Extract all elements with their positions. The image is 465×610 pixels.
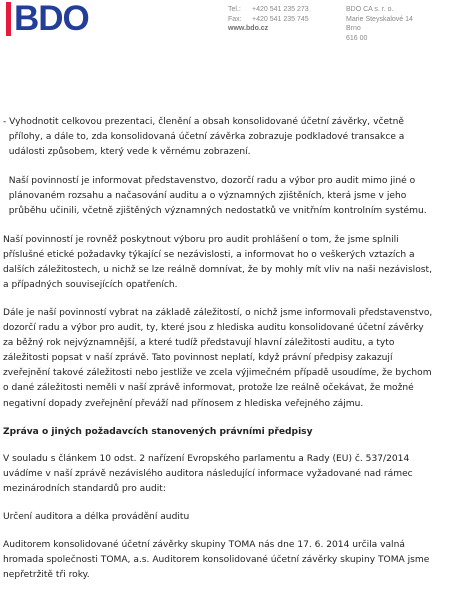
text-line: Naší povinností je informovat představenstvo, dozorčí radu a výbor pro audit mimo jiné o bbox=[3, 176, 416, 187]
text-line: Zpráva o jiných požadavcích stanovených právními předpisy bbox=[3, 426, 313, 437]
address-line: Marie Steyskalové 14 bbox=[346, 15, 413, 23]
text-line: o dané záležitosti neměli v naší zprávě informovat, protože lze reálně očekávat, že možné bbox=[3, 383, 414, 394]
text-line: Určení auditora a délka provádění auditu bbox=[3, 511, 190, 522]
logo-red-bar bbox=[6, 2, 11, 36]
text-line: mezinárodních standardů pro audit: bbox=[3, 483, 166, 494]
body-paragraph bbox=[3, 233, 463, 293]
text-line: uvádíme v naší zprávě nezávislého auditora následující informace vyžadované nad rámec bbox=[3, 468, 413, 479]
tel-label: Tel.: bbox=[228, 6, 241, 13]
section-heading bbox=[3, 425, 463, 440]
text-line: negativní dopady zveřejnění převáží nad přínosem z hlediska veřejného zájmu. bbox=[3, 398, 364, 409]
text-line: Dále je naší povinností vybrat na základě záležitostí, o nichž jsme informovali představenstvo, bbox=[3, 307, 433, 318]
text-line: - Vyhodnotit celkovou prezentaci, členění a obsah konsolidované účetní závěrky, včetně bbox=[3, 117, 404, 127]
text-line: průběhu učinili, včetně zjištěných významných nedostatků ve vnitřním kontrolním systému. bbox=[3, 206, 427, 217]
bdo-logo bbox=[6, 2, 89, 36]
text-line: záležitosti popsat v naší zprávě. Tato povinnost neplatí, když právní předpisy zakazují bbox=[3, 353, 393, 364]
text-line: Naší povinností je rovněž poskytnout výboru pro audit prohlášení o tom, že jsme splnili bbox=[3, 234, 399, 245]
fax-value: +420 541 235 745 bbox=[252, 15, 309, 23]
address-line: BDO CA s. r. o. bbox=[346, 6, 394, 13]
text-line: V souladu s článkem 10 odst. 2 nařízení Evropského parlamentu a Rady (EU) č. 537/2014 bbox=[3, 453, 410, 464]
text-line: hromada společnosti TOMA, a.s. Auditorem konsolidované účetní závěrky skupiny TOMA jsme bbox=[3, 555, 430, 566]
fax-row bbox=[228, 15, 309, 25]
text-line: dalších záležitostech, u nichž se lze reálně domnívat, že by mohly mít vliv na naši nezávislost, bbox=[3, 264, 432, 275]
tel-value: +420 541 235 273 bbox=[252, 6, 309, 13]
address-line: 616 00 bbox=[346, 34, 368, 42]
body-paragraph bbox=[3, 174, 463, 219]
document-body bbox=[3, 115, 463, 583]
text-line: nepřetržitě tři roky. bbox=[3, 570, 90, 581]
body-paragraph bbox=[3, 115, 463, 160]
logo-text: BDO bbox=[14, 0, 89, 38]
body-paragraph bbox=[3, 306, 463, 412]
body-paragraph bbox=[3, 510, 463, 525]
text-line: plánovaném rozsahu a načasování auditu a o významných zjištěních, která jsme v jeho bbox=[3, 191, 407, 202]
text-line: přílohy, a dále to, zda konsolidovaná účetní závěrka zobrazuje podkladové transakce a bbox=[3, 132, 405, 143]
address-line: Brno bbox=[346, 25, 361, 32]
company-address bbox=[346, 5, 413, 43]
body-paragraph bbox=[3, 538, 463, 583]
text-line: Auditorem konsolidované účetní závěrky skupiny TOMA nás dne 17. 6. 2014 určila valná bbox=[3, 540, 405, 551]
text-line: a případných souvisejících opatřeních. bbox=[3, 279, 178, 290]
website-link[interactable]: www.bdo.cz bbox=[228, 25, 269, 32]
text-line: za běžný rok nejvýznamnější, a které tudíž představují hlavní záležitosti auditu, a tyto bbox=[3, 338, 395, 349]
tel-row bbox=[228, 5, 309, 15]
body-paragraph bbox=[3, 452, 463, 497]
text-line: příslušné etické požadavky týkající se nezávislosti, a informovat ho o veškerých vztazích a bbox=[3, 249, 415, 260]
contact-info bbox=[228, 5, 309, 34]
fax-label: Fax: bbox=[228, 15, 242, 23]
text-line: dozorčí radu a výbor pro audit, ty, které jsou z hlediska auditu konsolidované účetní závěrky bbox=[3, 323, 424, 334]
text-line: události způsobem, který vede k věrnému zobrazení. bbox=[3, 147, 251, 158]
text-line: zveřejnění takové záležitosti nebo jestliže ve zcela výjimečném případě usoudíme, že bychom bbox=[3, 368, 432, 379]
